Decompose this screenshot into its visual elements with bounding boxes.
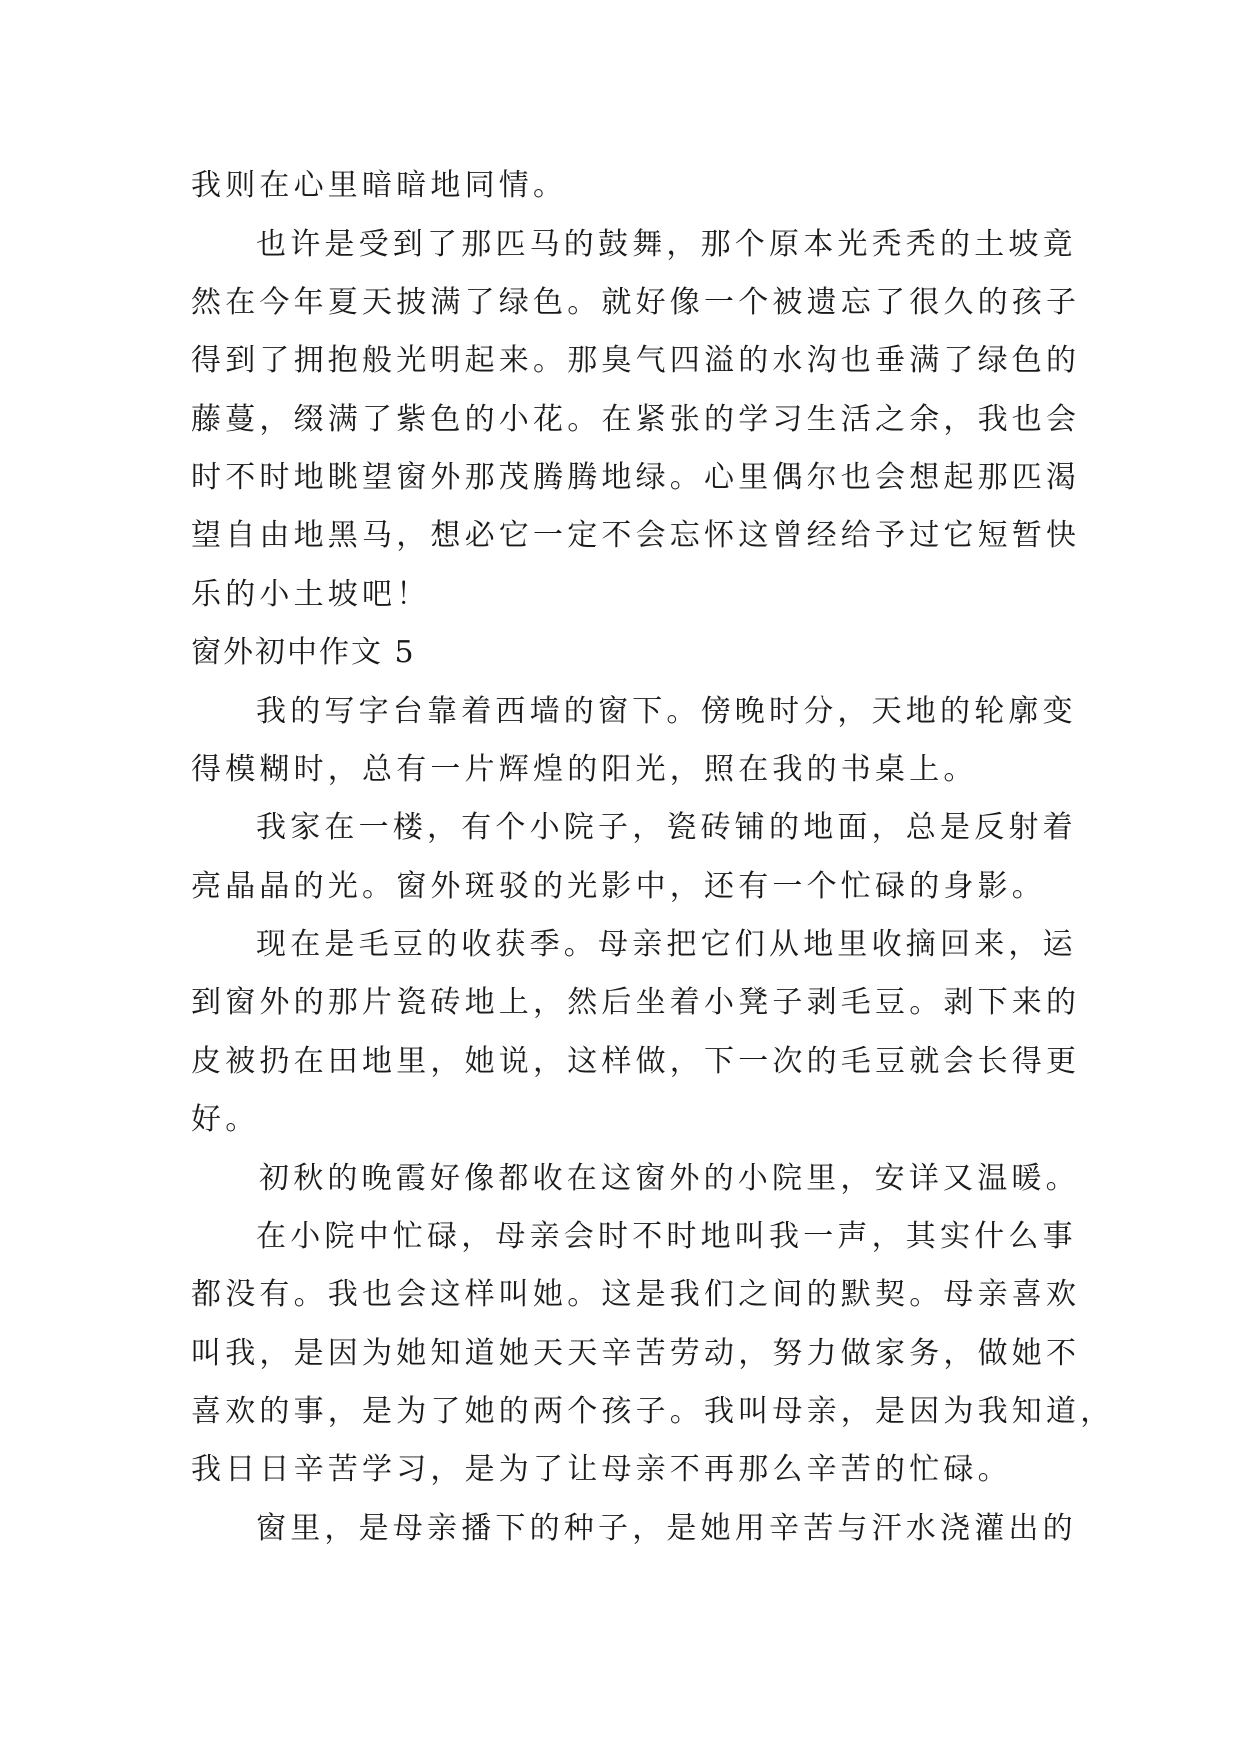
text-line: 得模糊时，总有一片辉煌的阳光，照在我的书桌上。 xyxy=(191,752,978,787)
text-line: 也许是受到了那匹马的鼓舞，那个原本光秃秃的土坡竟 xyxy=(256,227,1077,262)
text-line: 喜欢的事，是为了她的两个孩子。我叫母亲，是因为我知道， xyxy=(191,1394,1115,1429)
text-line: 得到了拥抱般光明起来。那臭气四溢的水沟也垂满了绿色的 xyxy=(191,343,1081,378)
text-line: 然在今年夏天披满了绿色。就好像一个被遗忘了很久的孩子 xyxy=(191,285,1081,320)
section-heading: 窗外初中作文 5 xyxy=(191,635,416,670)
text-line: 藤蔓，缀满了紫色的小花。在紧张的学习生活之余，我也会 xyxy=(191,402,1081,437)
text-line: 亮晶晶的光。窗外斑驳的光影中，还有一个忙碌的身影。 xyxy=(191,869,1046,904)
text-line: 皮被扔在田地里，她说，这样做，下一次的毛豆就会长得更 xyxy=(191,1044,1081,1079)
text-line: 现在是毛豆的收获季。母亲把它们从地里收摘回来，运 xyxy=(256,927,1077,962)
text-line: 我的写字台靠着西墙的窗下。傍晚时分，天地的轮廓变 xyxy=(256,694,1077,729)
text-line: 都没有。我也会这样叫她。这是我们之间的默契。母亲喜欢 xyxy=(191,1277,1081,1312)
text-line: 时不时地眺望窗外那茂腾腾地绿。心里偶尔也会想起那匹渴 xyxy=(191,460,1081,495)
text-line: 在小院中忙碌，母亲会时不时地叫我一声，其实什么事 xyxy=(256,1219,1077,1254)
text-line: 我则在心里暗暗地同情。 xyxy=(191,168,568,203)
text-line: 望自由地黑马，想必它一定不会忘怀这曾经给予过它短暂快 xyxy=(191,518,1081,553)
text-line: 我日日辛苦学习，是为了让母亲不再那么辛苦的忙碌。 xyxy=(191,1452,1012,1487)
text-line: 初秋的晚霞好像都收在这窗外的小院里，安详又温暖。 xyxy=(259,1161,1080,1196)
text-line: 窗里，是母亲播下的种子，是她用辛苦与汗水浇灌出的 xyxy=(256,1511,1077,1546)
text-line: 到窗外的那片瓷砖地上，然后坐着小凳子剥毛豆。剥下来的 xyxy=(191,985,1081,1020)
text-line: 乐的小土坡吧！ xyxy=(191,577,431,612)
text-line: 叫我，是因为她知道她天天辛苦劳动，努力做家务，做她不 xyxy=(191,1336,1081,1371)
text-line: 好。 xyxy=(191,1102,260,1137)
text-line: 我家在一楼，有个小院子，瓷砖铺的地面，总是反射着 xyxy=(256,810,1077,845)
